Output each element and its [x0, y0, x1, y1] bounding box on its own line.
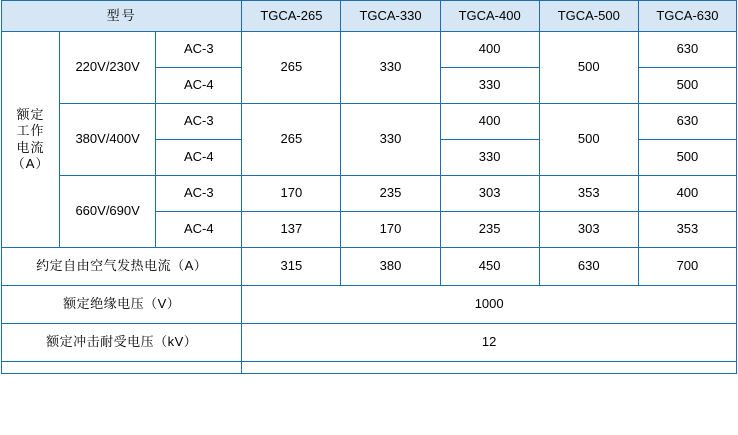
- thermal-current-tgca265: 315: [242, 248, 341, 286]
- value-660-ac4-tgca630: 353: [638, 212, 736, 248]
- value-660-ac4-tgca265: 137: [242, 212, 341, 248]
- value-220-ac3-tgca630: 630: [638, 32, 736, 68]
- table-row: [2, 286, 737, 324]
- rated-current-group-label: [2, 32, 60, 248]
- value-660-ac3-tgca500: 353: [539, 176, 638, 212]
- value-380-ac4-tgca630: 500: [638, 140, 736, 176]
- header-model-2: TGCA-330: [341, 1, 440, 32]
- group-label-line-3: 电流: [16, 139, 45, 155]
- value-660-ac4-tgca500: 303: [539, 212, 638, 248]
- thermal-current-tgca630: 700: [638, 248, 736, 286]
- thermal-current-tgca330: 380: [341, 248, 440, 286]
- value-380-ac3-tgca265: 265: [242, 104, 341, 176]
- insulation-voltage-label: 额定绝缘电压（V）: [2, 286, 242, 324]
- duty-label-ac4-660: AC-4: [156, 212, 242, 248]
- thermal-current-tgca500: 630: [539, 248, 638, 286]
- duty-label-ac3-380: AC-3: [156, 104, 242, 140]
- bottom-strip-right: [242, 362, 737, 374]
- value-380-ac3-tgca330: 330: [341, 104, 440, 176]
- value-660-ac4-tgca330: 170: [341, 212, 440, 248]
- voltage-label-660: 660V/690V: [60, 176, 156, 248]
- value-660-ac4-tgca400: 235: [440, 212, 539, 248]
- table-row: [2, 32, 737, 68]
- header-model-3: TGCA-400: [440, 1, 539, 32]
- voltage-label-220: 220V/230V: [60, 32, 156, 104]
- value-380-ac3-tgca400: 400: [440, 104, 539, 140]
- table-row: [2, 324, 737, 362]
- impulse-voltage-label: 额定冲击耐受电压（kV）: [2, 324, 242, 362]
- impulse-voltage-value: 12: [242, 324, 737, 362]
- header-model-1: TGCA-265: [242, 1, 341, 32]
- value-220-ac4-tgca630: 500: [638, 68, 736, 104]
- group-label-line-4: （A）: [11, 155, 50, 171]
- value-380-ac4-tgca400: 330: [440, 140, 539, 176]
- table-row: [2, 248, 737, 286]
- group-label-line-1: 额定: [16, 107, 45, 122]
- value-220-ac3-tgca265: 265: [242, 32, 341, 104]
- header-model-label: 型号: [2, 1, 242, 32]
- voltage-label-380: 380V/400V: [60, 104, 156, 176]
- table-header-row: [2, 1, 737, 32]
- duty-label-ac3-660: AC-3: [156, 176, 242, 212]
- value-660-ac3-tgca265: 170: [242, 176, 341, 212]
- specification-table: [1, 0, 737, 374]
- value-220-ac3-tgca500: 500: [539, 32, 638, 104]
- group-label-line-2: 工作: [16, 123, 45, 139]
- value-380-ac3-tgca500: 500: [539, 104, 638, 176]
- thermal-current-tgca400: 450: [440, 248, 539, 286]
- value-220-ac4-tgca400: 330: [440, 68, 539, 104]
- bottom-strip-left: [2, 362, 242, 374]
- thermal-current-label: 约定自由空气发热电流（A）: [2, 248, 242, 286]
- value-380-ac3-tgca630: 630: [638, 104, 736, 140]
- table-row: [2, 104, 737, 140]
- table-row: [2, 176, 737, 212]
- value-660-ac3-tgca400: 303: [440, 176, 539, 212]
- duty-label-ac4-380: AC-4: [156, 140, 242, 176]
- header-model-4: TGCA-500: [539, 1, 638, 32]
- header-model-5: TGCA-630: [638, 1, 736, 32]
- value-220-ac3-tgca330: 330: [341, 32, 440, 104]
- value-660-ac3-tgca630: 400: [638, 176, 736, 212]
- duty-label-ac4-220: AC-4: [156, 68, 242, 104]
- value-660-ac3-tgca330: 235: [341, 176, 440, 212]
- duty-label-ac3-220: AC-3: [156, 32, 242, 68]
- insulation-voltage-value: 1000: [242, 286, 737, 324]
- table-row-partial: [2, 362, 737, 374]
- value-220-ac3-tgca400: 400: [440, 32, 539, 68]
